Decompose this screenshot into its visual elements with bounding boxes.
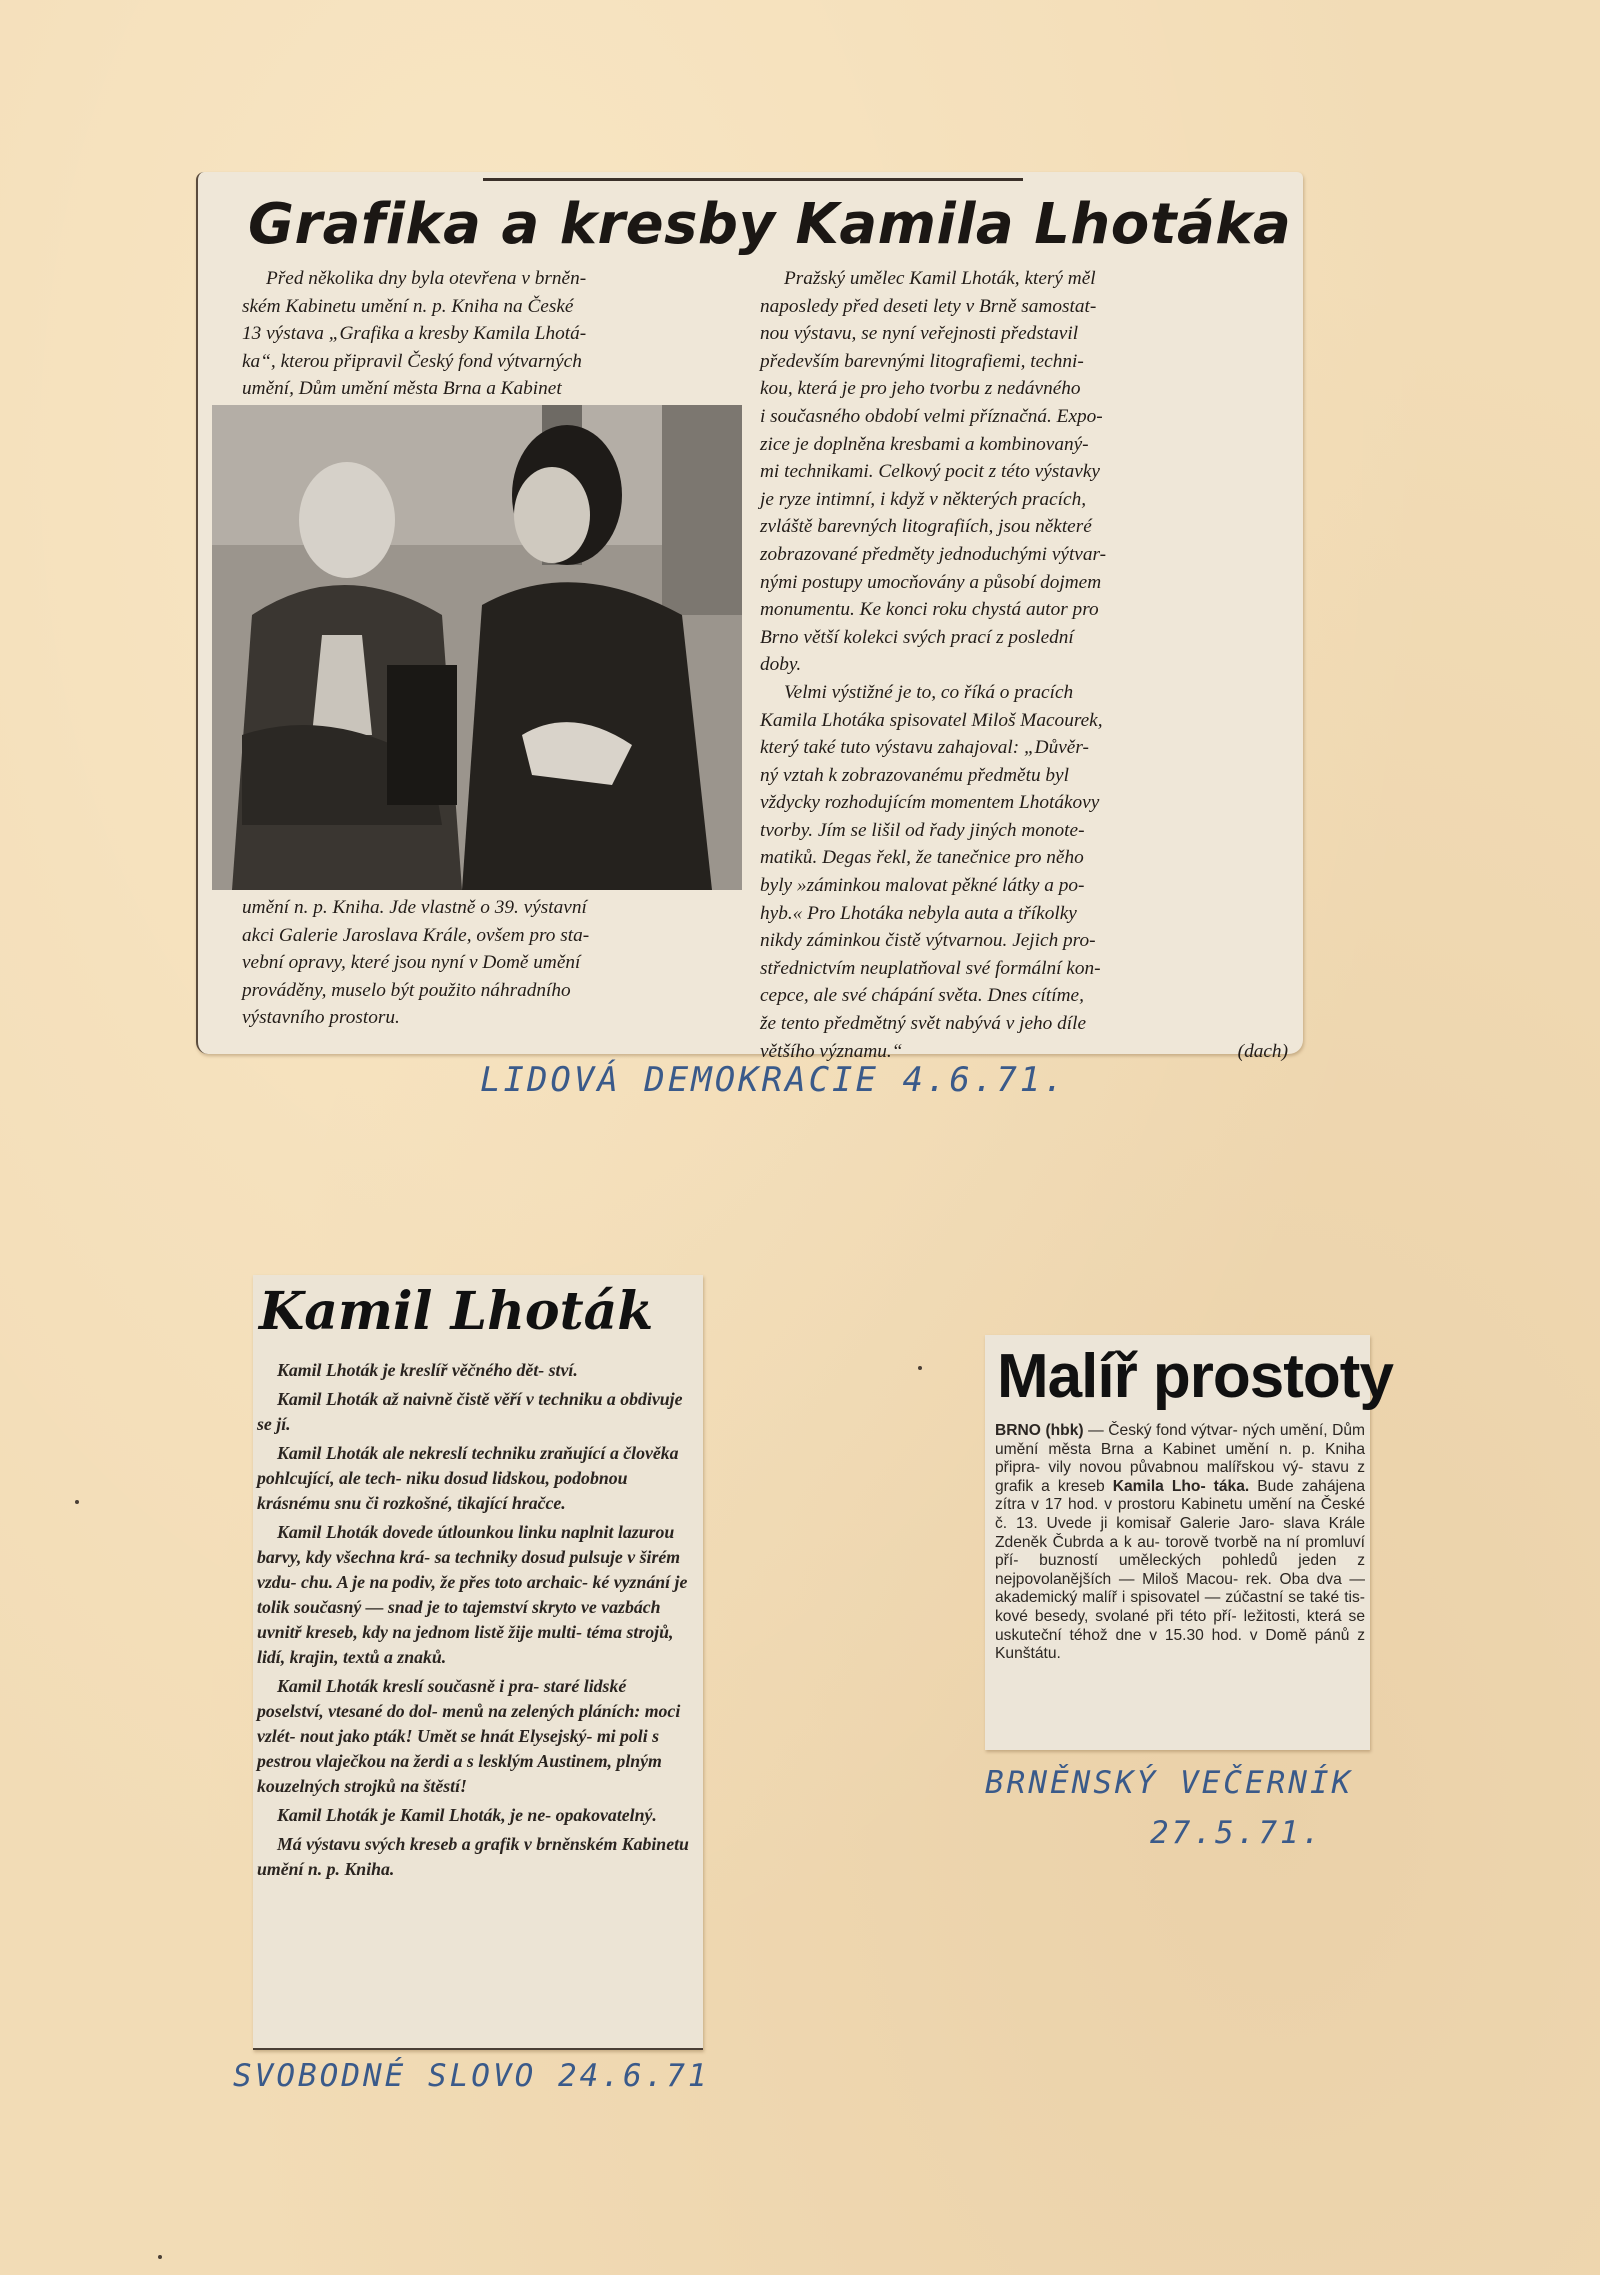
photo-two-men: [212, 405, 742, 890]
text-line: Kamila Lhotáka spisovatel Miloš Macourek,: [760, 709, 1103, 731]
text-line: je ryze intimní, i když v některých pracích,: [760, 488, 1087, 510]
text-line: Brno větší kolekci svých prací z poslední: [760, 626, 1074, 648]
paragraph: Kamil Lhoták až naivně čistě věří v techniku a obdivuje se jí.: [257, 1389, 683, 1434]
text-line: prováděny, muselo být použito náhradního: [242, 979, 571, 1001]
text-line: byly »záminkou malovat pěkné látky a po-: [760, 875, 1085, 897]
text-line: nými postupy umocňovány a působí dojmem: [760, 571, 1102, 593]
byline: (dach): [1237, 1040, 1288, 1062]
divider: [253, 2048, 703, 2050]
text-line: ském Kabinetu umění n. p. Kniha na České: [242, 295, 574, 317]
text-line: vždycky rozhodujícím momentem Lhotákovy: [760, 792, 1100, 814]
text-line: ný vztah k zobrazovanému předmětu byl: [760, 764, 1069, 786]
article-body: [257, 1358, 697, 1886]
handwritten-source-label: BRNĚNSKÝ VEČERNÍK: [985, 1765, 1354, 1801]
text-line: 13 výstava „Grafika a kresby Kamila Lhotá-: [242, 323, 587, 345]
clipping-lidova-demokracie: [196, 172, 1303, 1062]
artist-name: Kamila Lho- táka.: [1112, 1477, 1250, 1495]
clipping-brnensky-vecernik: [985, 1335, 1393, 1750]
paragraph: [995, 1422, 1365, 1664]
paragraph: Kamil Lhoták je kreslíř věčného dět- ství.: [277, 1360, 578, 1380]
text-line: cepce, ale své chápání světa. Dnes cítíme,: [760, 985, 1084, 1007]
text-line: zobrazované předměty jednoduchými výtvar-: [760, 543, 1107, 565]
text-line-end: většího významu.“: [760, 1040, 903, 1062]
clipping-svobodne-slovo: [253, 1275, 703, 2050]
text-line: umění n. p. Kniha. Jde vlastně o 39. výstavní: [242, 897, 587, 918]
text-line: střednictvím neuplatňoval své formální kon-: [760, 957, 1101, 979]
text-line: tvorby. Jím se lišil od řady jiných monote-: [760, 819, 1085, 841]
paragraph: Kamil Lhoták je Kamil Lhoták, je ne- opakovatelný.: [277, 1805, 657, 1825]
handwritten-date-label: 27.5.71.: [1150, 1815, 1324, 1851]
text-line: ka“, kterou připravil Český fond výtvarných: [242, 350, 582, 372]
column-1-bottom: [242, 894, 742, 1032]
dateline: BRNO (hbk): [995, 1422, 1084, 1439]
paper-speck: [918, 1366, 922, 1370]
article-body: [995, 1422, 1365, 1664]
text-line: nikdy záminkou čistě výtvarnou. Jejich pro-: [760, 930, 1096, 952]
text-line: výstavního prostoru.: [242, 1007, 400, 1029]
text-line: zvláště barevných litografiích, jsou některé: [760, 516, 1092, 538]
text-line: matiků. Degas řekl, že tanečnice pro něho: [760, 847, 1084, 869]
text-line: Velmi výstižné je to, co říká o pracích: [784, 681, 1074, 703]
text-line: který také tuto výstavu zahajoval: „Důvěr-: [760, 737, 1089, 759]
text-line: i současného období velmi příznačná. Expo-: [760, 405, 1103, 427]
text-line: doby.: [760, 654, 802, 676]
text-line: nou výstavu, se nyní veřejnosti představil: [760, 323, 1079, 345]
text-run: Bude zahájena zítra v 17 hod. v prostoru Kabinetu umění na České č. 13. Uvede ji komisař Galerie Jaro- slava Krále Zdeněk Čubrda a k au- torově tvorbě na ní promluví pří- buzností uměleckých pohledů jeden z nejpovolanějších — Miloš Macou- rek. Oba dva — akademický malíř i spisovatel — zúčastní se také tis- kové besedy, svolané při této pří- ležitosti, která se uskuteční téhož dne v 15.30 hod. v Domě pánů z Kunštátu.: [995, 1477, 1365, 1663]
text-line: mi technikami. Celkový pocit z této výstavky: [760, 461, 1100, 483]
text-line: především barevnými litografiemi, techni-: [760, 350, 1084, 372]
text-line: Před několika dny byla otevřena v brněn-: [266, 268, 587, 289]
text-line: hyb.« Pro Lhotáka nebyla auta a tříkolky: [760, 902, 1077, 924]
text-line: monumentu. Ke konci roku chystá autor pro: [760, 599, 1099, 621]
text-line: umění, Dům umění města Brna a Kabinet: [242, 378, 562, 400]
divider: [483, 178, 1023, 181]
paragraph: Kamil Lhoták ale nekreslí techniku zraňující a člověka pohlcující, ale tech- niku dosud lidskou, podobnou krásnému snu či rozkošné, tikající hračce.: [257, 1443, 679, 1513]
text-line: zice je doplněna kresbami a kombinovaný-: [760, 433, 1089, 455]
headline: Grafika a kresby Kamila Lhotáka: [248, 192, 1292, 257]
paper-speck: [158, 2255, 162, 2259]
paper-speck: [75, 1500, 79, 1504]
paragraph: Má výstavu svých kreseb a grafik v brněnském Kabinetu umění n. p. Kniha.: [257, 1834, 689, 1879]
column-1-top: [242, 265, 742, 403]
handwritten-source-label: LIDOVÁ DEMOKRACIE 4.6.71.: [480, 1060, 1067, 1100]
text-line: naposledy před deseti lety v Brně samostat-: [760, 295, 1097, 317]
text-line: že tento předmětný svět nabývá v jeho díle: [760, 1013, 1087, 1035]
text-line: Pražský umělec Kamil Lhoták, který měl: [784, 268, 1096, 289]
paragraph: Kamil Lhoták dovede útlounkou linku naplnit lazurou barvy, kdy všechna krá- sa techniky dosud pulsuje v širém vzdu- chu. A je na podiv, že přes toto archaic- ké vyznání je tolik současný — snad je to tajemství skryto ve vazbách uvnitř kreseb, kdy na jednom listě žije multi- téma strojů, lidí, krajin, textů a znaků.: [257, 1522, 688, 1667]
headline: Malíř prostoty: [997, 1342, 1393, 1411]
column-2: [760, 265, 1288, 1065]
headline: Kamil Lhoták: [259, 1281, 654, 1342]
text-line: kou, která je pro jeho tvorbu z nedávného: [760, 378, 1081, 400]
text-run: — Český fond výtvar- ných umění, Dům umění města Brna a Kabinet umění n. p. Kniha připra- vily novou půvabnou malířskou vý- stavu z grafik a kreseb: [995, 1422, 1365, 1495]
text-line: vební opravy, které jsou nyní v Domě umění: [242, 952, 581, 974]
text-line: akci Galerie Jaroslava Krále, ovšem pro sta-: [242, 924, 590, 946]
handwritten-source-label: SVOBODNÉ SLOVO 24.6.71: [233, 2058, 710, 2094]
paragraph: Kamil Lhoták kreslí současně i pra- staré lidské poselství, vtesané do dol- menů na zelených pláních: moci vzlét- nout jako pták! Umět se hnát Elysejský- mi poli s pestrou vlaječkou na žerdi a s lesklým Austinem, plným kouzelných strojků na štěstí!: [257, 1676, 681, 1796]
